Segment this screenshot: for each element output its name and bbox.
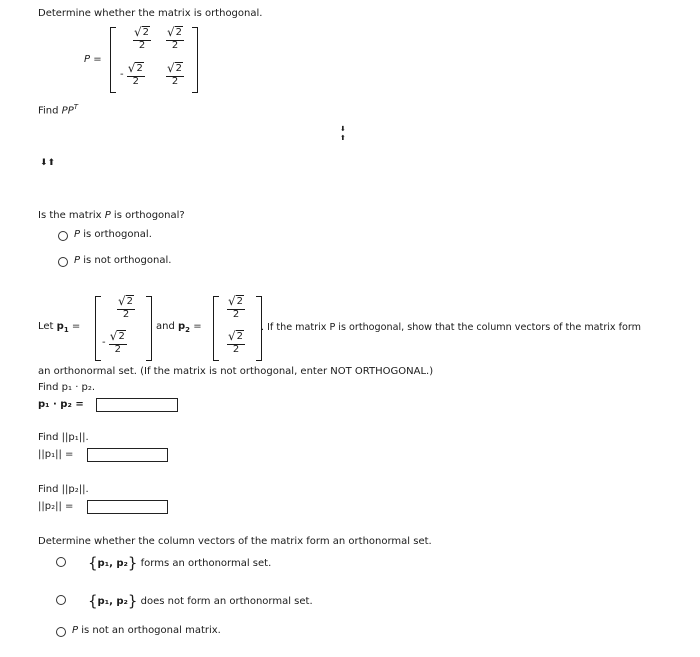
option-p-orthogonal-label: P is orthogonal. xyxy=(74,229,152,240)
matrix-p-entry-12: √ 2 2 xyxy=(167,25,183,51)
norm-p2-input-label: ||p₂|| = xyxy=(38,501,74,512)
option-forms-orthonormal-label: {p₁, p₂} forms an orthonormal set. xyxy=(88,554,272,572)
matrix-p-right-bracket xyxy=(192,27,198,93)
find-ppt-text: Find $PP^T$ xyxy=(38,103,79,117)
option-p-not-orthogonal-matrix-label: P is not an orthogonal matrix. xyxy=(72,625,221,636)
vector-p1-left-bracket xyxy=(95,296,101,361)
vector-p2-entry-2: √ 2 2 xyxy=(228,329,244,355)
radio-p-orthogonal[interactable] xyxy=(58,231,68,241)
find-norm-p1-text: Find ||p₁||. xyxy=(38,432,89,443)
let-p1-label: Let $p_1$ = xyxy=(38,321,81,334)
radio-does-not-form-orthonormal[interactable] xyxy=(56,595,66,605)
radio-forms-orthonormal[interactable] xyxy=(56,557,66,567)
instruction-text: Determine whether the matrix is orthogonal. xyxy=(38,8,263,19)
vector-p1-entry-1: √ 2 2 xyxy=(118,294,134,320)
vector-p1-entry-2: - √ 2 2 xyxy=(102,329,125,355)
arrow-icon-pair-right: ⬇ ⬆ xyxy=(340,125,346,142)
dot-product-input[interactable] xyxy=(96,398,178,412)
matrix-p-entry-21: - √ 2 2 xyxy=(120,61,143,87)
matrix-p-label: P = xyxy=(84,54,102,65)
radio-p-not-orthogonal[interactable] xyxy=(58,257,68,267)
find-norm-p2-text: Find ||p₂||. xyxy=(38,484,89,495)
dot-product-input-label: p₁ · p₂ = xyxy=(38,399,84,410)
arrow-icon-pair-left: ⬇⬆ xyxy=(40,158,56,168)
vector-p2-left-bracket xyxy=(213,296,219,361)
matrix-p-entry-22: √ 2 2 xyxy=(167,61,183,87)
vector-p1-right-bracket xyxy=(146,296,152,361)
norm-p2-input[interactable] xyxy=(87,500,168,514)
vectors-instruction-line2: an orthonormal set. (If the matrix is not orthogonal, enter NOT ORTHOGONAL.) xyxy=(38,366,434,377)
vector-p2-entry-1: √ 2 2 xyxy=(228,294,244,320)
option-does-not-form-orthonormal-label: {p₁, p₂} does not form an orthonormal set. xyxy=(88,592,313,610)
matrix-p-entry-11: √ 2 2 xyxy=(134,25,150,51)
radio-p-not-orthogonal-matrix[interactable] xyxy=(56,627,66,637)
orthonormal-question: Determine whether the column vectors of the matrix form an orthonormal set. xyxy=(38,536,432,547)
option-p-not-orthogonal-label: P is not orthogonal. xyxy=(74,255,172,266)
vectors-instruction-line1: . If the matrix P is orthogonal, show that the column vectors of the matrix form xyxy=(261,322,642,333)
norm-p1-input[interactable] xyxy=(87,448,168,462)
find-dot-product-text: Find p₁ · p₂. xyxy=(38,382,96,393)
orthogonal-question: Is the matrix P is orthogonal? xyxy=(38,210,185,221)
matrix-p-left-bracket xyxy=(110,27,116,93)
norm-p1-input-label: ||p₁|| = xyxy=(38,449,74,460)
and-p2-label: and $p_2$ = xyxy=(156,321,202,334)
